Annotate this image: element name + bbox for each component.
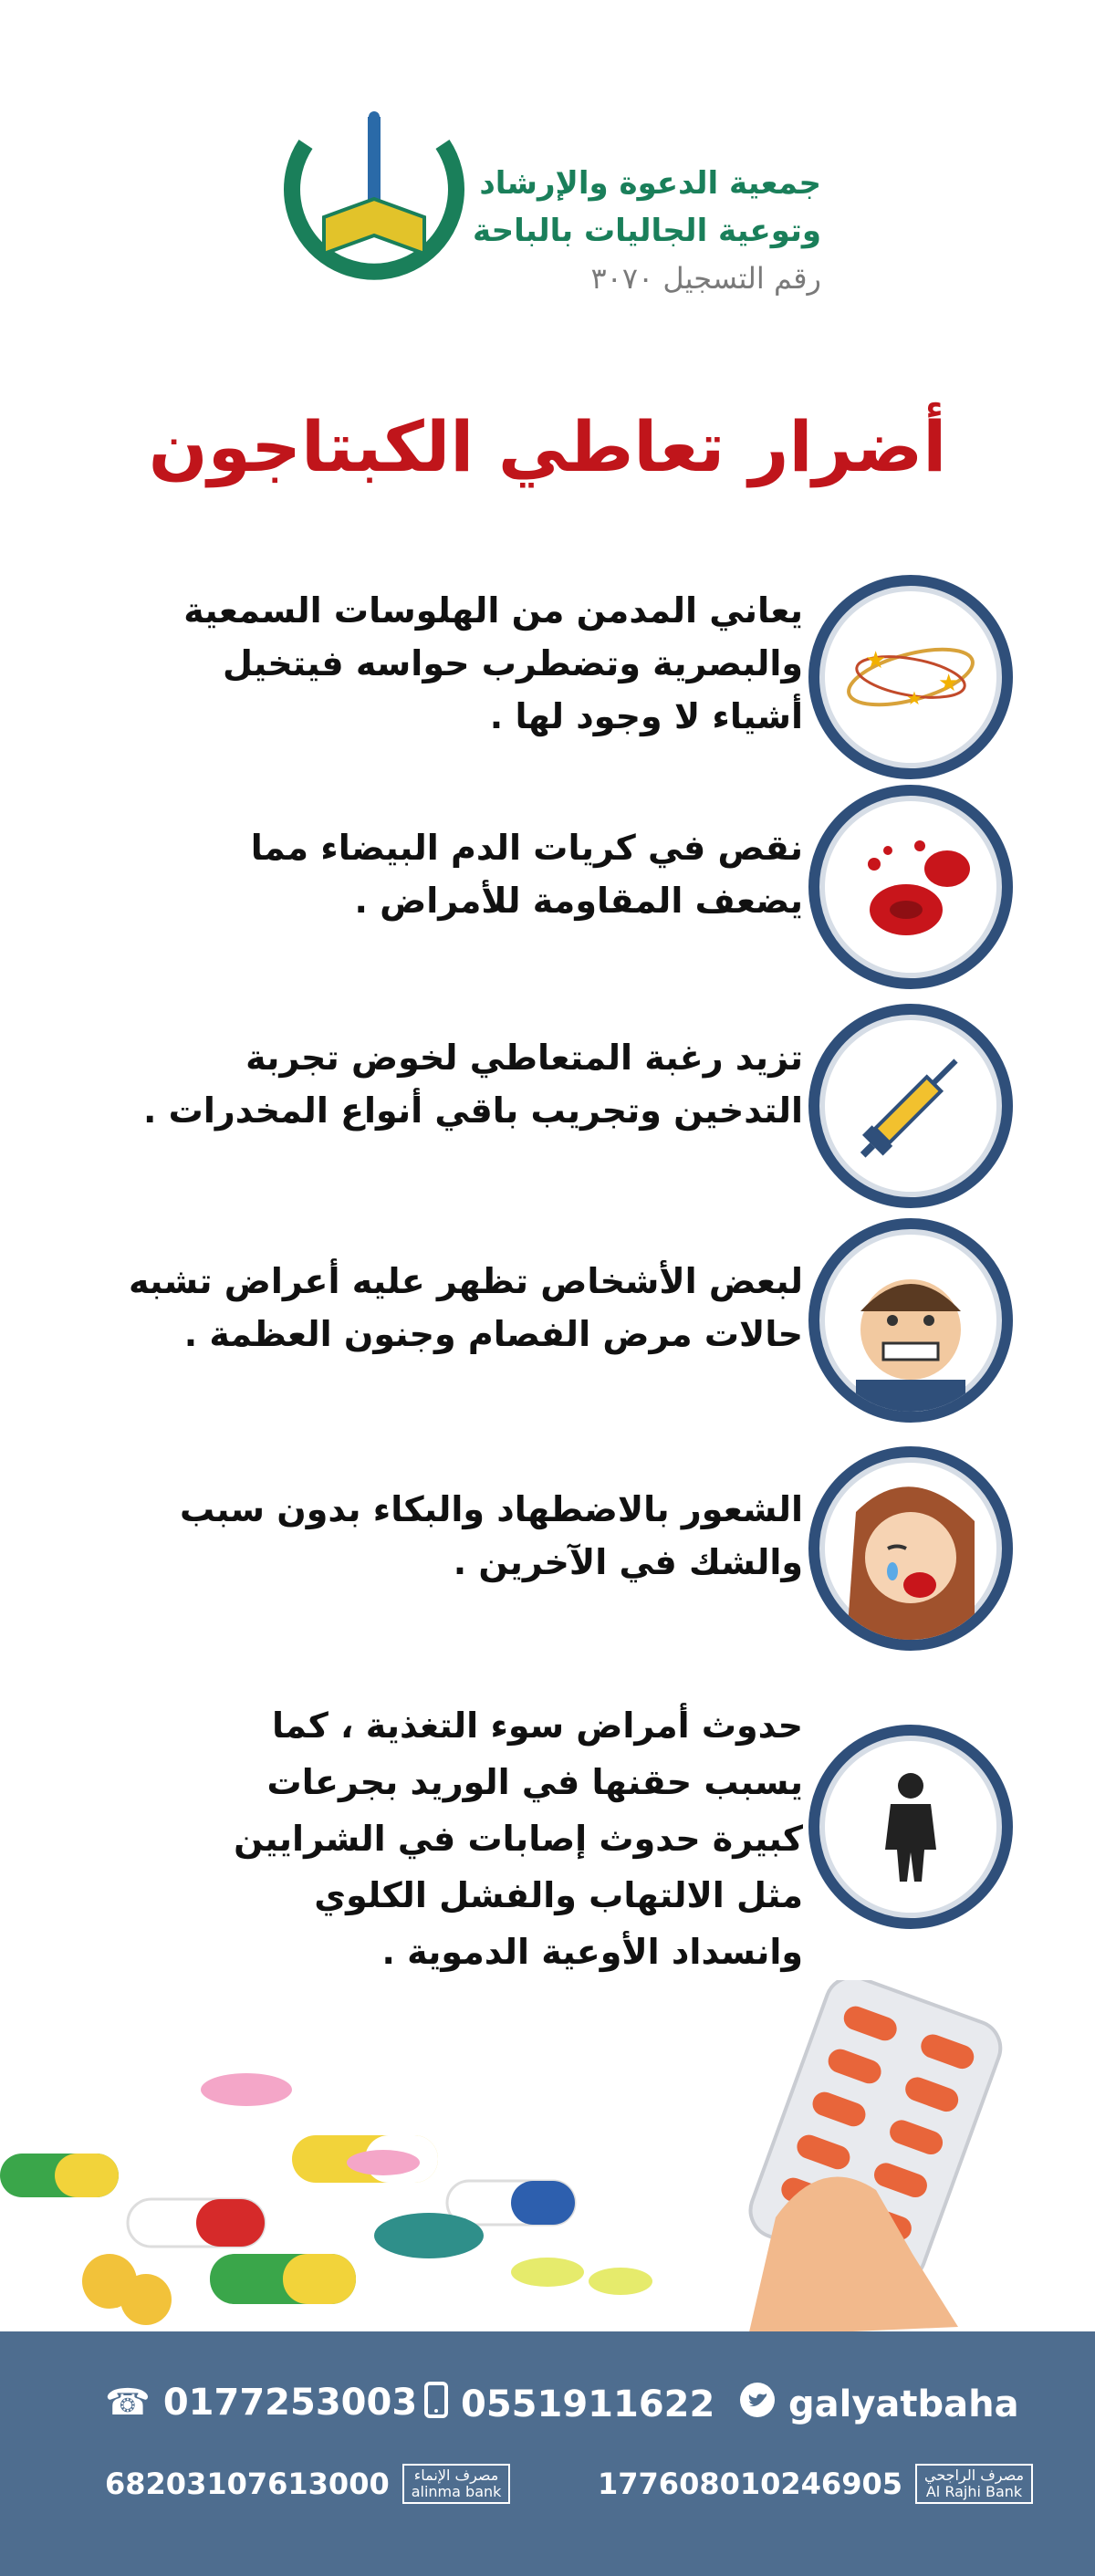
dizzy-stars-icon: [808, 575, 1013, 779]
organization-logo: [278, 108, 470, 299]
rajhi-bank-ar: مصرف الراجحي: [923, 2466, 1025, 2484]
syringe-icon: [808, 1004, 1013, 1208]
contact-footer: [0, 2331, 1095, 2576]
alinma-bank-en: alinma bank: [411, 2483, 502, 2500]
line: والشك في الآخرين .: [453, 1542, 803, 1582]
mobile-number: 0551911622: [461, 2383, 715, 2425]
crying-woman-icon: [808, 1446, 1013, 1651]
page-title: أضرار تعاطي الكبتاجون: [148, 406, 947, 487]
pills-illustration: [0, 1980, 1095, 2336]
line: الشعور بالاضطهاد والبكاء بدون سبب: [179, 1489, 803, 1529]
bank-row: [0, 2464, 1095, 2519]
rajhi-account-number: 177608010246905: [598, 2466, 902, 2501]
harm-item: [64, 575, 1013, 767]
line: مثل الالتهاب والفشل الكلوي: [314, 1875, 803, 1915]
harm-text: [91, 584, 803, 743]
harm-text: [91, 1483, 803, 1589]
blood-cells-icon: [808, 785, 1013, 989]
svg-text:★: ★: [865, 647, 887, 674]
line: التدخين وتجريب باقي أنواع المخدرات .: [142, 1090, 803, 1131]
org-line-2: وتوعية الجاليات بالباحة: [473, 213, 821, 249]
line: نقص في كريات الدم البيضاء مما: [250, 828, 803, 868]
harm-text: [91, 1697, 803, 1980]
registration-number: رقم التسجيل ٣٠٧٠: [590, 261, 821, 296]
phone-number: 0177253003: [162, 2382, 418, 2424]
stressed-man-icon: [808, 1218, 1013, 1423]
harm-item: [64, 1004, 1013, 1195]
harm-text: [91, 1031, 803, 1137]
org-line-1: جمعية الدعوة والإرشاد: [479, 165, 821, 202]
line: يضعف المقاومة للأمراض .: [354, 881, 803, 921]
phone-contact[interactable]: [105, 2382, 417, 2424]
svg-text:★: ★: [906, 687, 923, 709]
twitter-handle: galyatbaha: [788, 2383, 1019, 2425]
rajhi-bank-en: Al Rajhi Bank: [925, 2483, 1023, 2500]
human-figure-icon: [808, 1725, 1013, 1929]
harm-text: [91, 821, 803, 927]
mobile-contact[interactable]: [424, 2382, 714, 2427]
line: كبيرة حدوث إصابات في الشرايين: [234, 1819, 803, 1859]
harm-item: [64, 785, 1013, 976]
mobile-phone-icon: [424, 2382, 448, 2427]
alinma-account: [105, 2464, 510, 2504]
harm-text: [91, 1255, 803, 1361]
harm-item: [64, 1697, 1013, 1998]
line: تزيد رغبة المتعاطي لخوض تجربة: [245, 1038, 803, 1078]
line: لبعض الأشخاص تظهر عليه أعراض تشبه: [129, 1261, 803, 1301]
line: والبصرية وتضطرب حواسه فيتخيل: [222, 643, 803, 683]
twitter-icon: [739, 2382, 776, 2427]
alinma-bank-ar: مصرف الإنماء: [413, 2466, 499, 2484]
svg-text:★: ★: [938, 670, 960, 697]
organization-name: [473, 160, 821, 302]
line: يعاني المدمن من الهلوسات السمعية: [183, 590, 803, 631]
alinma-bank-logo: [402, 2464, 511, 2504]
line: وانسداد الأوعية الدموية .: [381, 1932, 803, 1972]
rajhi-bank-logo: [915, 2464, 1033, 2504]
rajhi-account: [598, 2464, 1033, 2504]
telephone-icon: ☎: [105, 2382, 151, 2424]
line: أشياء لا وجود لها .: [489, 696, 803, 736]
line: يسبب حقنها في الوريد بجرعات: [266, 1762, 803, 1802]
harm-item: [64, 1218, 1013, 1410]
twitter-contact[interactable]: [739, 2382, 1019, 2427]
line: حالات مرض الفصام وجنون العظمة .: [183, 1314, 803, 1354]
alinma-account-number: 68203107613000: [105, 2466, 390, 2501]
line: حدوث أمراض سوء التغذية ، كما: [271, 1705, 803, 1746]
contact-row: [0, 2382, 1095, 2436]
harm-item: [64, 1446, 1013, 1638]
